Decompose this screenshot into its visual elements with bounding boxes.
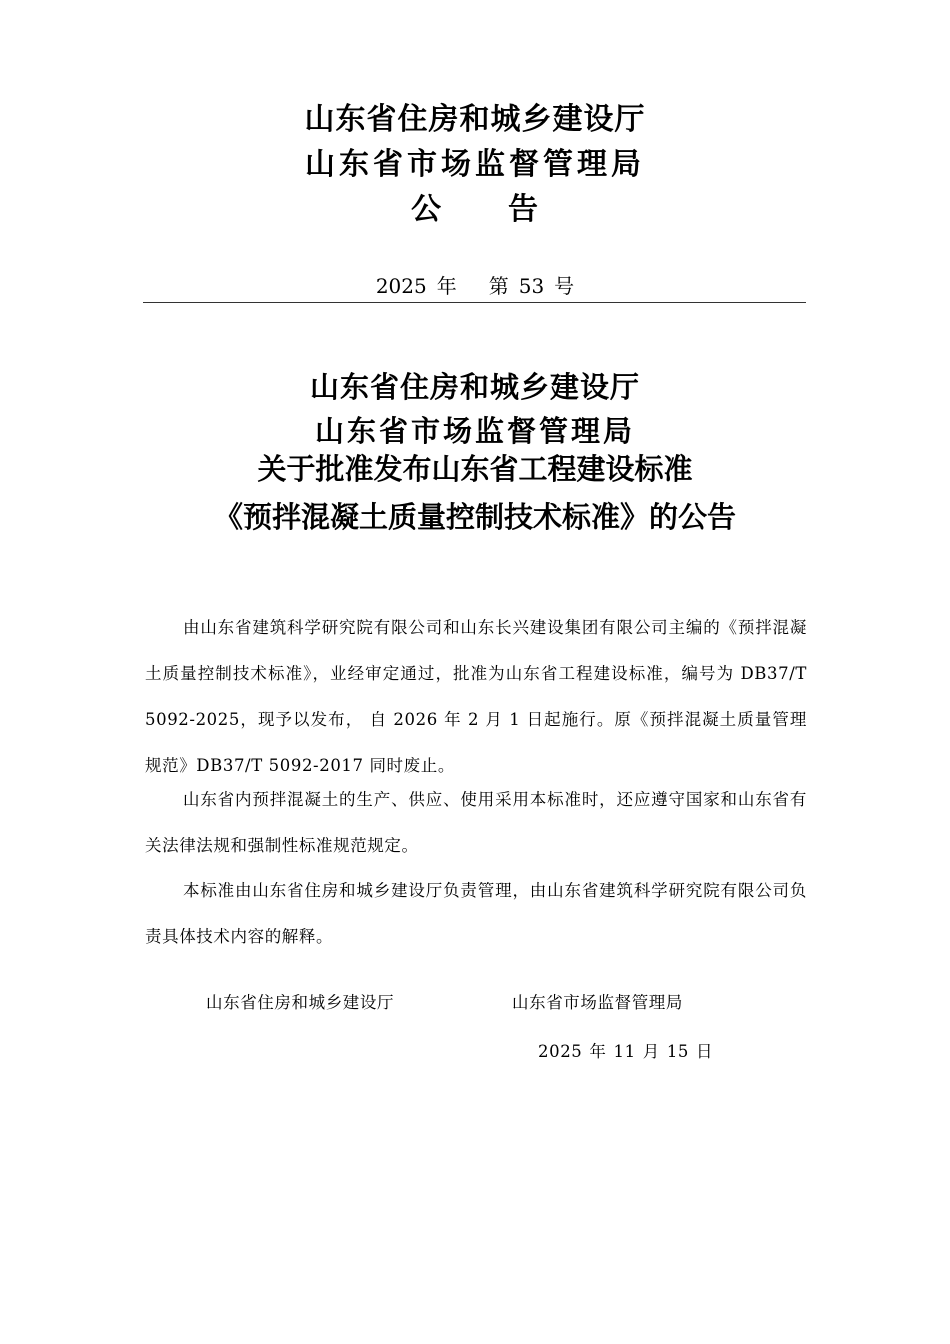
header-doc-type: [0, 190, 950, 230]
doc-number-prefix: 第: [488, 274, 509, 298]
signature-housing-dept: 山东省住房和城乡建设厅: [206, 993, 395, 1012]
header-issuer-market: 山东省市场监督管理局: [305, 147, 645, 182]
body-paragraph-2: 山东省内预拌混凝土的生产、供应、使用采用本标准时，还应遵守国家和山东省有关法律法规和强制性标准规范规定。: [145, 789, 807, 855]
doc-number-suffix: 号: [554, 274, 575, 298]
title-line-4: 《预拌混凝土质量控制技术标准》的公告: [213, 500, 736, 534]
date-day-unit: 日: [696, 1042, 714, 1061]
doc-number-value: 53: [518, 274, 545, 298]
signature-date: [538, 1040, 713, 1064]
doc-number-year-unit: 年: [436, 274, 457, 298]
date-month: 11: [613, 1042, 636, 1061]
date-year: 2025: [538, 1042, 583, 1061]
title-line-2: 山东省市场监督管理局: [314, 414, 635, 448]
date-day: 15: [666, 1042, 690, 1061]
doc-type-char-2: 告: [508, 192, 539, 227]
header-divider: [143, 302, 806, 303]
doc-type-char-1: 公: [411, 192, 442, 227]
doc-number-year: 2025: [375, 274, 427, 298]
header-issuer-housing: 山东省住房和城乡建设厅: [304, 102, 646, 137]
document-number: [0, 272, 950, 300]
date-year-unit: 年: [589, 1042, 607, 1061]
title-line-1: 山东省住房和城乡建设厅: [309, 370, 640, 404]
body-paragraph-1: 由山东省建筑科学研究院有限公司和山东长兴建设集团有限公司主编的《预拌混凝土质量控制技术标准》，业经审定通过，批准为山东省工程建设标准，编号为 DB37/T 5092-2025，现予以发布， 自 2026 年 2 月 1 日起施行。原《预拌混凝土质量管理规范》DB37/T 5092-2017 同时废止。: [145, 617, 807, 775]
signature-market-bureau: 山东省市场监督管理局: [512, 993, 683, 1012]
body-paragraph-3: 本标准由山东省住房和城乡建设厅负责管理，由山东省建筑科学研究院有限公司负责具体技术内容的解释。: [145, 880, 807, 946]
date-month-unit: 月: [642, 1042, 660, 1061]
title-line-3: 关于批准发布山东省工程建设标准: [257, 452, 693, 486]
